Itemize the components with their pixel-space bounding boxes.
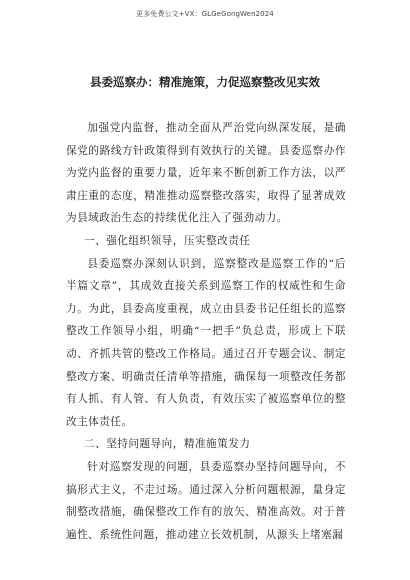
paragraph-section-2: 针对巡察发现的问题，县委巡察办坚持问题导向，不搞形式主义，不走过场。通过深入分析问题根源，量身定制整改措施，确保整改工作有的放矢、精准高效。对于普遍性、系统性问题，推动建立长效机制，从源头上堵塞漏 <box>66 460 346 541</box>
paragraph-section-1: 县委巡察办深刻认识到，巡察整改是巡察工作的“后半篇文章”，其成效直接关系到巡察工作的权威性和生命力。为此，县委高度重视，成立由县委书记任组长的巡察整改工作领导小组，明确“一把手”负总责，形成上下联动、齐抓共管的整改工作格局。通过召开专题会议、制定整改方案、明确责任清单等措施，确保每一项整改任务都有人抓、有人管、有人负责，有效压实了被巡察单位的整改主体责任。 <box>66 257 346 428</box>
section-heading-2: 二、坚持问题导向，精准施策发力 <box>84 438 251 451</box>
section-heading-1: 一、强化组织领导，压实整改责任 <box>84 234 251 247</box>
document-title: 县委巡察办：精准施策，力促巡察整改见实效 <box>90 75 320 89</box>
document-body <box>66 117 346 546</box>
header-watermark: 更多免费公文+VX：GLGeGongWen2024 <box>136 10 274 18</box>
paragraph-intro: 加强党内监督，推动全面从严治党向纵深发展，是确保党的路线方针政策得到有效执行的关键。县委巡察办作为党内监督的重要力量，近年来不断创新工作方法，以严肃庄重的态度，精准推动巡察整改落实，取得了显著成效为县域政治生态的持续优化注入了强劲动力。 <box>66 122 346 225</box>
